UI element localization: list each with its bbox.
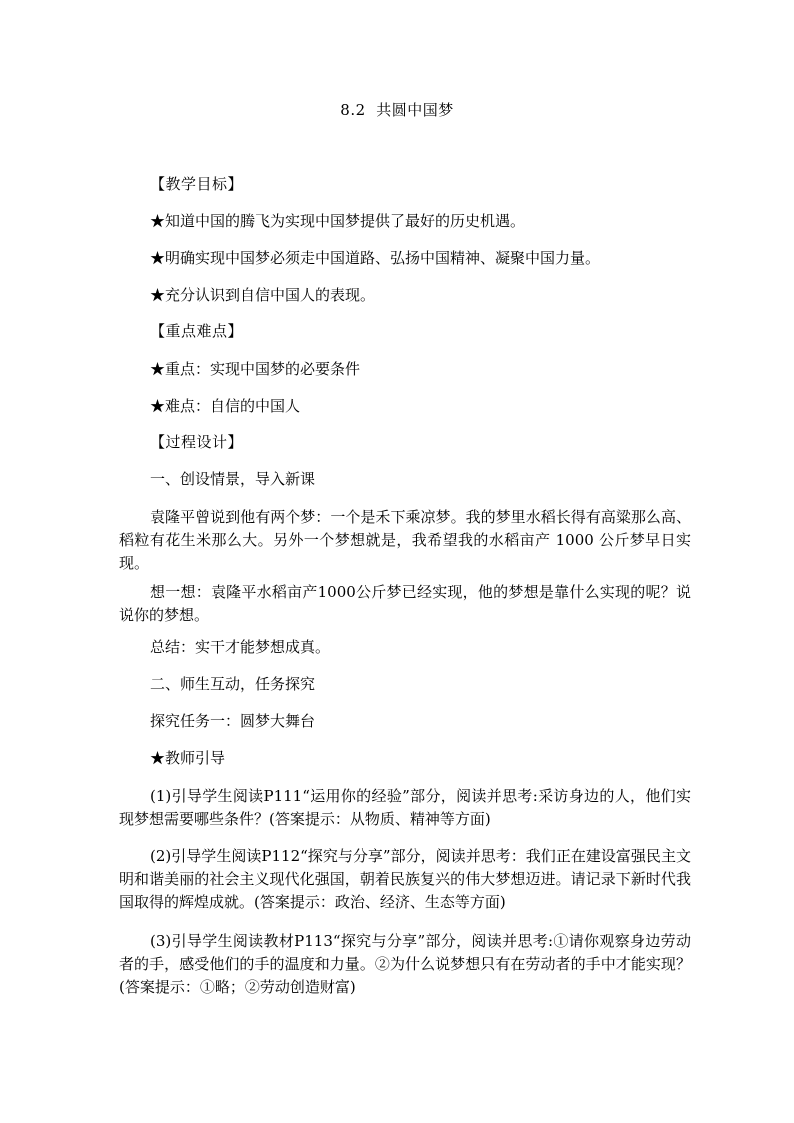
- section-heading-objectives: 【教学目标】: [150, 175, 244, 193]
- summary-line: 总结：实干才能梦想成真。: [150, 638, 331, 656]
- objective-item: ★明确实现中国梦必须走中国道路、弘扬中国精神、凝聚中国力量。: [150, 249, 601, 267]
- key-point-item: ★难点：自信的中国人: [150, 397, 301, 415]
- page-title: 8.2 共圆中国梦: [340, 101, 454, 119]
- step-heading: 一、创设情景，导入新课: [150, 470, 316, 488]
- task-title: 探究任务一：圆梦大舞台: [150, 712, 316, 730]
- section-heading-process: 【过程设计】: [150, 433, 244, 451]
- story-paragraph: 袁隆平曾说到他有两个梦：一个是禾下乘凉梦。我的梦里水稻长得有高粱那么高、稻粒有花生米那么大。另外一个梦想就是，我希望我的水稻亩产 1000 公斤梦早日实现。: [119, 508, 691, 572]
- objective-item: ★知道中国的腾飞为实现中国梦提供了最好的历史机遇。: [150, 212, 526, 230]
- key-point-item: ★重点：实现中国梦的必要条件: [150, 360, 361, 378]
- guide-item: (1)引导学生阅读P111“运用你的经验”部分，阅读并思考:采访身边的人，他们实现梦想需要哪些条件？(答案提示：从物质、精神等方面): [119, 787, 691, 828]
- step-heading: 二、师生互动，任务探究: [150, 675, 316, 693]
- guide-item: (3)引导学生阅读教材P113“探究与分享”部分，阅读并思考:①请你观察身边劳动者的手，感受他们的手的温度和力量。②为什么说梦想只有在劳动者的手中才能实现？(答案提示：①略；②劳动创造财富): [119, 932, 691, 996]
- section-heading-key-points: 【重点难点】: [150, 322, 244, 340]
- think-paragraph: 想一想：袁隆平水稻亩产1000公斤梦已经实现，他的梦想是靠什么实现的呢？说说你的梦想。: [119, 583, 691, 624]
- objective-item: ★充分认识到自信中国人的表现。: [150, 286, 376, 304]
- teacher-guide-label: ★教师引导: [150, 749, 226, 767]
- guide-item: (2)引导学生阅读P112“探究与分享”部分，阅读并思考：我们正在建设富强民主文明和谐美丽的社会主义现代化强国，朝着民族复兴的伟大梦想迈进。请记录下新时代我国取得的辉煌成就。(答案提示：政治、经济、生态等方面): [119, 847, 691, 911]
